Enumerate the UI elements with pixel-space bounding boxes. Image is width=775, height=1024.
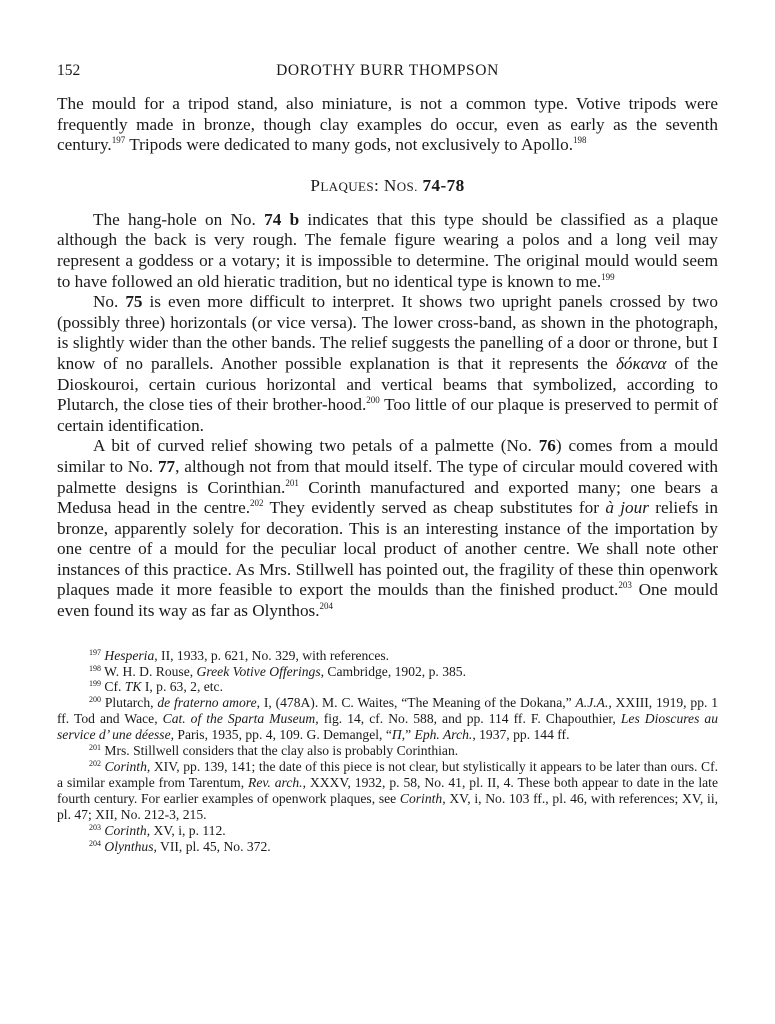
- footnote-199: $^{199}$ Cf. TK I, p. 63, 2, etc.: [89, 679, 223, 695]
- ref-no-74b: 74 b: [264, 209, 300, 229]
- footnote-203: $^{203}$ Corinth, XV, i, p. 112.: [89, 822, 226, 838]
- footnote-ref-198[interactable]: 198: [573, 135, 587, 146]
- page-number: 152: [57, 62, 81, 79]
- footnote-204: $^{204}$ Olynthus, VII, pl. 45, No. 372.: [89, 838, 271, 854]
- ref-no-76: 76: [538, 436, 556, 456]
- running-title: DOROTHY BURR THOMPSON: [276, 62, 499, 79]
- heading-numbers: 74-78: [422, 175, 465, 195]
- page-header: [57, 62, 718, 86]
- footnote-ref-200[interactable]: 200: [366, 395, 380, 406]
- intro-paragraph: The mould for a tripod stand, also miniature, is not a common type. Votive tripods were frequently made in bronze, though clay examples do occur, even as early as the seventh century.$^{197}$ Tripods were dedicated to many gods, not exclusively to Apollo.$^{198}$: [57, 94, 718, 155]
- page: [57, 62, 718, 854]
- footnote-198: $^{198}$ W. H. D. Rouse, Greek Votive Offerings, Cambridge, 1902, p. 385.: [89, 663, 466, 679]
- footnote-200: $^{200}$ Plutarch, de fraterno amore, I, (478A). M. C. Waites, “The Meaning of the Dokana,” A.J.A., XXIII, 1919, pp. 1 ff. Tod and Wace, Cat. of the Sparta Museum, fig. 14, cf. No. 588, and pp. 114 ff. F. Chapouthier, Les Dioscures au service d’ une déesse, Paris, 1935, pp. 4, 109. G. Demangel, “Π,” Eph. Arch., 1937, pp. 144 ff.: [57, 695, 719, 743]
- footnote-ref-202[interactable]: 202: [250, 498, 264, 509]
- footnote-ref-197[interactable]: 197: [111, 135, 126, 146]
- footnote-201: $^{201}$ Mrs. Stillwell considers that the clay also is probably Corinthian.: [89, 743, 459, 759]
- paragraph-no-76-77: A bit of curved relief showing two petals of a palmette (No. 76) comes from a mould similar to No. 77, although not from that mould itself. The type of circular mould covered with palmette designs is Corinthian.$^{201}$ Corinth manufactured and exported many; one bears a Medusa head in the centre.$^{202}$ They evidently served as cheap substitutes for à jour reliefs in bronze, apparently solely for decoration. This is an interesting instance of the importation by one centre of a mould for the peculiar local product of another centre. We shall note other instances of this practice. As Mrs. Stillwell has pointed out, the fragility of these thin openwork plaques made it more feasible to export the moulds than the finished product.$^{203}$ One mould even found its way as far as Olynthos.$^{204}$: [57, 436, 718, 621]
- footnote-197: $^{197}$ Hesperia, II, 1933, p. 621, No. 329, with references.: [89, 647, 390, 663]
- paragraph-no-75: No. 75 is even more difficult to interpret. It shows two upright panels crossed by two (possibly three) horizontals (or vice versa). The lower cross-band, as shown in the photograph, is slightly wider than the other bands. The relief suggests the panelling of a door or throne, but I know of no parallels. Another possible explanation is that it represents the δόκανα of the Dioskouroi, certain curious horizontal and vertical beams that symbolized, according to Plutarch, the close ties of their brother-hood.$^{200}$ Too little of our plaque is preserved to permit of certain identification.: [57, 292, 718, 435]
- footnote-ref-201[interactable]: 201: [285, 477, 299, 488]
- footnote-ref-204[interactable]: 204: [319, 601, 334, 612]
- footnote-ref-203[interactable]: 203: [618, 580, 632, 591]
- greek-term: δόκανα: [615, 353, 667, 373]
- footnote-202: $^{202}$ Corinth, XIV, pp. 139, 141; the date of this piece is not clear, but stylistically it appears to be later than ours. Cf. a similar example from Tarentum, Rev. arch., XXXV, 1932, p. 58, No. 41, pl. II, 4. These both appear to date in the late fourth century. For earlier examples of openwork plaques, see Corinth, XV, i, No. 103 ff., pl. 46, with references; XV, ii, pl. 47; XII, No. 212-3, 215.: [57, 759, 719, 822]
- section-heading: PLAQUES: NOS. 74-78: [310, 175, 465, 195]
- ref-no-75: 75: [125, 292, 143, 312]
- ref-no-77: 77: [157, 456, 176, 476]
- paragraph-no-74: The hang-hole on No. 74 b indicates that this type should be classified as a plaque although the back is very rough. The female figure wearing a polos and a long veil may represent a goddess or a votary; it is impossible to determine. The original mould would seem to have followed an old hieratic tradition, but no identical type is known to me.$^{199}$: [57, 209, 719, 291]
- footnotes: [57, 648, 718, 855]
- footnote-ref-199[interactable]: 199: [601, 271, 615, 282]
